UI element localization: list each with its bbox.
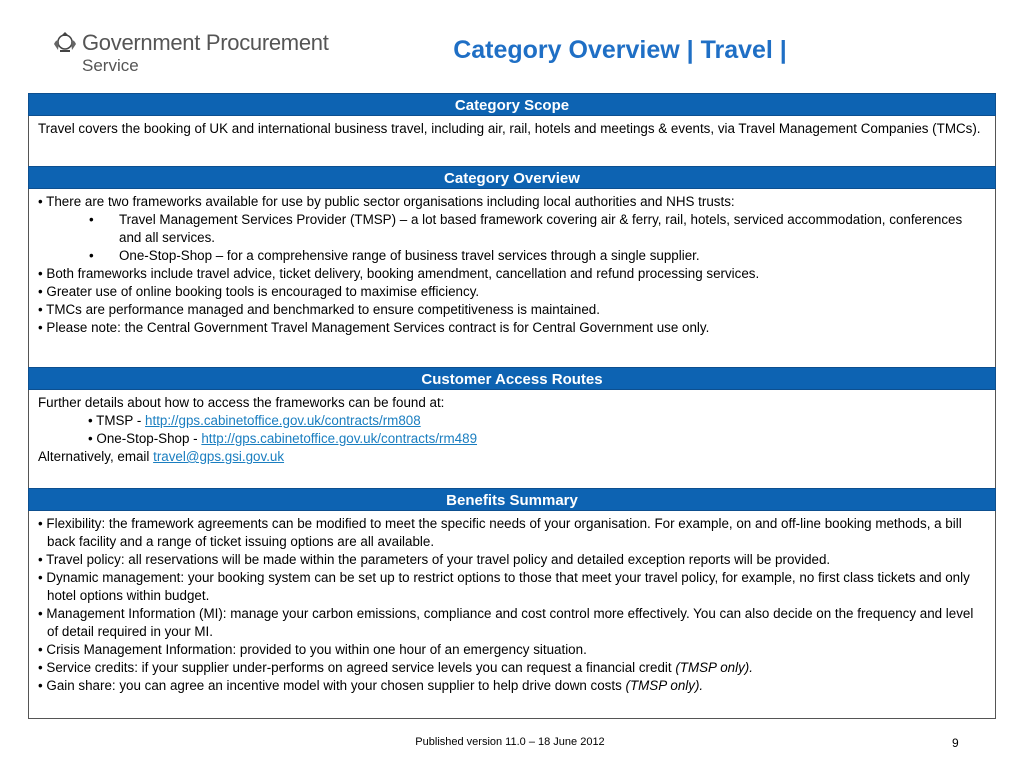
overview-bullet: • Both frameworks include travel advice, ticket delivery, booking amendment, cancellation and refund processing services. <box>38 266 760 281</box>
royal-crest-icon <box>52 30 78 54</box>
scope-header: Category Scope <box>28 93 996 116</box>
overview-sub-item: Travel Management Services Provider (TMSP) – a lot based framework covering air & ferry, rail, hotels, serviced accommodation, conferences and all services. <box>119 212 963 245</box>
overview-bullet: • Greater use of online booking tools is encouraged to maximise efficiency. <box>38 284 480 299</box>
page-title: Category Overview | Travel | <box>453 36 787 64</box>
overview-sub-item: One-Stop-Shop – for a comprehensive range of business travel services through a single supplier. <box>119 248 700 263</box>
tmsp-label: • TMSP - <box>88 413 146 428</box>
overview-bullet: • Please note: the Central Government Travel Management Services contract is for Central Government use only. <box>38 320 710 335</box>
gps-logo <box>50 28 350 78</box>
credits-note: (TMSP only). <box>675 660 753 675</box>
email-link[interactable]: travel@gps.gsi.gov.uk <box>153 449 285 464</box>
email-label: Alternatively, email <box>38 449 154 464</box>
gain-note: (TMSP only). <box>625 678 704 693</box>
bullet-icon: • <box>89 212 94 227</box>
bullet-icon: • <box>89 248 94 263</box>
access-box <box>28 390 996 488</box>
overview-box <box>28 189 996 367</box>
oss-route <box>38 430 986 448</box>
logo-text-line1: Government Procurement <box>82 30 329 55</box>
benefit-item: • Crisis Management Information: provided to you within one hour of an emergency situation. <box>38 642 587 657</box>
benefits-box <box>28 511 996 719</box>
logo-text-line2: Service <box>82 56 139 75</box>
tmsp-link[interactable]: http://gps.cabinetoffice.gov.uk/contracts/rm808 <box>145 413 421 428</box>
email-route <box>38 448 986 466</box>
page-number: 9 <box>952 736 959 750</box>
benefit-service-credits <box>38 659 986 677</box>
access-header: Customer Access Routes <box>28 367 996 390</box>
overview-header: Category Overview <box>28 166 996 189</box>
benefit-item: • Travel policy: all reservations will be made within the parameters of your travel policy and detailed exception reports will be provided. <box>38 552 831 567</box>
oss-label: • One-Stop-Shop - <box>88 431 202 446</box>
list-item <box>38 211 986 247</box>
scope-text: Travel covers the booking of UK and international business travel, including air, rail, hotels and meetings & events, via Travel Management Companies (TMCs). <box>38 121 981 136</box>
overview-bullet: • TMCs are performance managed and benchmarked to ensure competitiveness is maintained. <box>38 302 600 317</box>
overview-intro: • There are two frameworks available for use by public sector organisations including local authorities and NHS trusts: <box>38 194 735 209</box>
credits-text: • Service credits: if your supplier under-performs on agreed service levels you can request a financial credit <box>38 660 676 675</box>
access-intro: Further details about how to access the frameworks can be found at: <box>38 395 445 410</box>
published-version: Published version 11.0 – 18 June 2012 <box>415 736 605 748</box>
benefit-item: • Flexibility: the framework agreements can be modified to meet the specific needs of your organisation. For example, on and off-line booking methods, a bill back facility and a range of ticket issuing options are all available. <box>38 516 962 549</box>
gain-text: • Gain share: you can agree an incentive model with your chosen supplier to help drive down costs <box>38 678 626 693</box>
tmsp-route <box>38 412 986 430</box>
oss-link[interactable]: http://gps.cabinetoffice.gov.uk/contracts/rm489 <box>201 431 478 446</box>
benefits-header: Benefits Summary <box>28 488 996 511</box>
list-item <box>38 247 986 265</box>
scope-box <box>28 116 996 166</box>
category-sheet <box>28 93 996 719</box>
benefit-item: • Management Information (MI): manage your carbon emissions, compliance and cost control more effectively. You can also decide on the frequency and level of detail required in your MI. <box>38 606 974 639</box>
benefit-item: • Dynamic management: your booking system can be set up to restrict options to those that meet your travel policy, for example, no first class tickets and only hotel options within budget. <box>38 570 970 603</box>
benefit-gain-share <box>38 677 986 695</box>
